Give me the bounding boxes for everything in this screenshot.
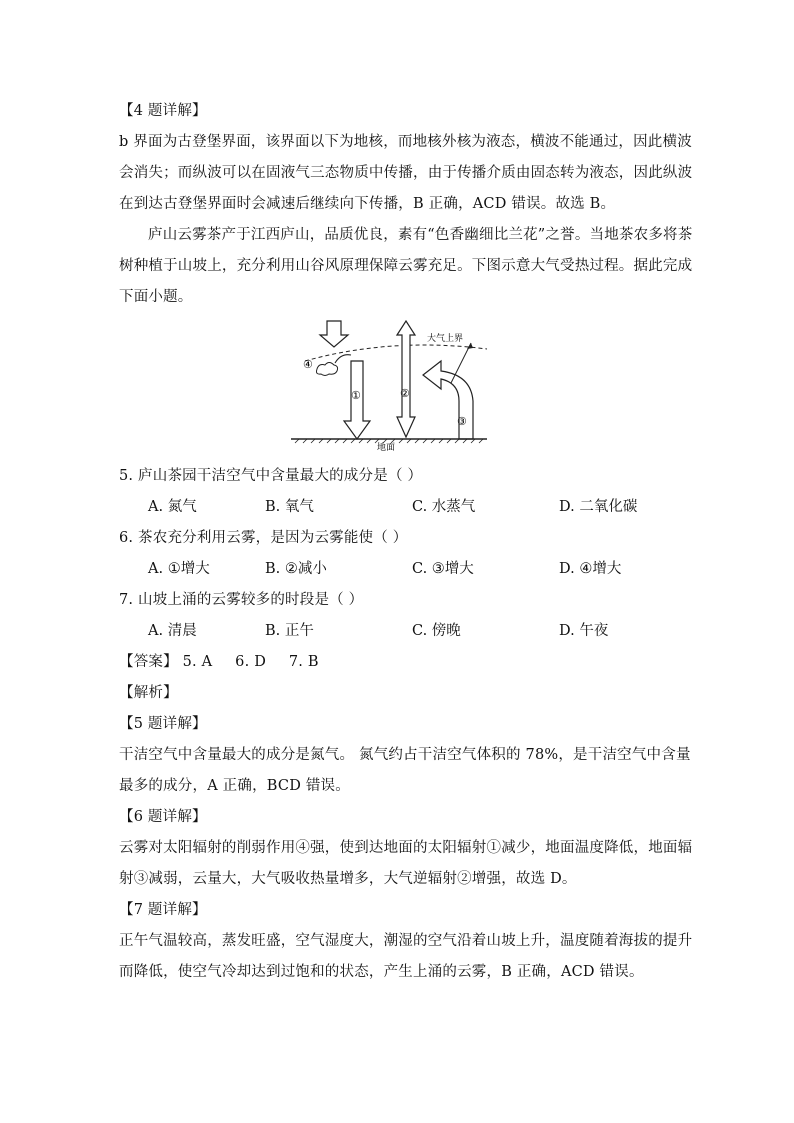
answer-line xyxy=(119,647,679,678)
option-b: B. 氧气 xyxy=(265,499,314,515)
intro-text-line: 下面小题。 xyxy=(119,289,193,305)
option-c: C. 水蒸气 xyxy=(412,499,476,515)
question-7-options xyxy=(119,616,679,647)
solar-radiation-arrow xyxy=(320,321,348,347)
q5-text-line: 干洁空气中含量最大的成分是氮气。 氮气约占干洁空气体积的 78%，是干洁空气中含量 xyxy=(119,747,691,763)
q7-text-line: 而降低，使空气冷却达到过饱和的状态，产生上涌的云雾，B 正确，ACD 错误。 xyxy=(119,964,644,980)
option-c: C. ③增大 xyxy=(412,561,474,577)
intro-text-line: 树种植于山坡上，充分利用山谷风原理保障云雾充足。下图示意大气受热过程。据此完成 xyxy=(119,258,693,274)
mark-3: ③ xyxy=(457,415,467,428)
diagram-svg xyxy=(291,317,491,453)
option-d: D. 二氧化碳 xyxy=(559,499,638,515)
reflection-arrow-4 xyxy=(335,355,351,363)
atmosphere-top-label: 大气上界 xyxy=(427,334,464,344)
escape-arrow-line xyxy=(451,343,471,383)
answer-item: 5. A xyxy=(182,654,213,670)
ground-label: 地面 xyxy=(377,443,396,453)
intro-text-line: 庐山云雾茶产于江西庐山，品质优良，素有“色香幽细比兰花”之誉。当地茶农多将茶 xyxy=(148,227,693,243)
option-a: A. 氮气 xyxy=(148,499,197,515)
option-a: A. 清晨 xyxy=(148,623,197,639)
document-page xyxy=(119,96,693,988)
question-6-stem: 6. 茶农充分利用云雾，是因为云雾能使（ ） xyxy=(119,530,408,546)
question-5-stem: 5. 庐山茶园干洁空气中含量最大的成分是（ ） xyxy=(119,468,423,484)
q6-text-line: 云雾对太阳辐射的削弱作用④强，使到达地面的太阳辐射①减少，地面温度降低，地面辐 xyxy=(119,840,693,856)
q6-heading: 【6 题详解】 xyxy=(119,809,207,825)
q4-text-line: b 界面为古登堡界面，该界面以下为地核，而地核外核为液态，横波不能通过，因此横波 xyxy=(119,134,692,150)
question-5-options xyxy=(119,492,679,523)
option-d: D. 午夜 xyxy=(559,623,609,639)
q7-heading: 【7 题详解】 xyxy=(119,902,207,918)
question-7-stem: 7. 山坡上涌的云雾较多的时段是（ ） xyxy=(119,592,364,608)
answer-label: 【答案】 xyxy=(119,654,178,670)
cloud-icon xyxy=(317,363,338,376)
mark-1: ① xyxy=(351,389,361,402)
answer-item: 6. D xyxy=(235,654,267,670)
option-b: B. 正午 xyxy=(265,623,314,639)
option-d: D. ④增大 xyxy=(559,561,622,577)
q4-text-line: 在到达古登堡界面时会减速后继续向下传播，B 正确，ACD 错误。故选 B。 xyxy=(119,196,616,212)
option-b: B. ②减小 xyxy=(265,561,327,577)
mark-4: ④ xyxy=(303,358,313,371)
arrow-2-counter-radiation xyxy=(397,321,415,437)
atmosphere-boundary-line xyxy=(305,345,487,361)
analysis-heading: 【解析】 xyxy=(119,685,178,701)
atmosphere-heating-diagram xyxy=(119,317,679,457)
q5-heading: 【5 题详解】 xyxy=(119,716,207,732)
question-6-options xyxy=(119,554,679,585)
mark-2: ② xyxy=(400,387,410,400)
option-a: A. ①增大 xyxy=(148,561,210,577)
q4-text-line: 会消失；而纵波可以在固液气三态物质中传播，由于传播介质由固态转为液态，因此纵波 xyxy=(119,165,693,181)
answer-item: 7. B xyxy=(288,654,319,670)
q6-text-line: 射③减弱，云量大，大气吸收热量增多，大气逆辐射②增强，故选 D。 xyxy=(119,871,577,887)
q5-text-line: 最多的成分，A 正确，BCD 错误。 xyxy=(119,778,350,794)
q7-text-line: 正午气温较高，蒸发旺盛，空气湿度大，潮湿的空气沿着山坡上升，温度随着海拔的提升 xyxy=(119,933,693,949)
option-c: C. 傍晚 xyxy=(412,623,461,639)
q4-heading: 【4 题详解】 xyxy=(119,103,207,119)
